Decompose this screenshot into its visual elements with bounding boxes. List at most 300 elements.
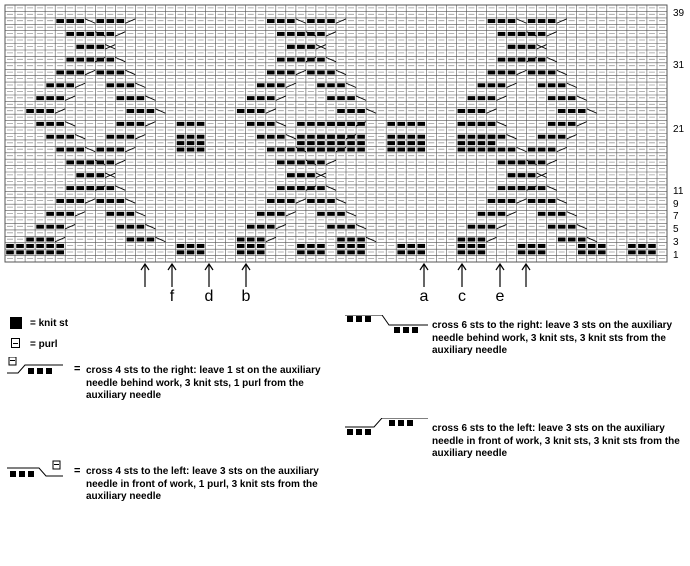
knit-cell <box>117 83 125 87</box>
knit-cell <box>357 122 365 126</box>
knit-cell <box>307 173 315 177</box>
knit-cell <box>357 135 365 139</box>
knit-cell <box>347 250 355 254</box>
knit-cell <box>297 173 305 177</box>
knit-cell <box>56 83 64 87</box>
knit-cell <box>46 212 54 216</box>
knit-cell <box>548 70 556 74</box>
knit-cell <box>357 148 365 152</box>
knit-cell <box>538 19 546 23</box>
knit-cell <box>498 135 506 139</box>
knit-cell <box>66 186 74 190</box>
row-number-9: 9 <box>673 199 679 210</box>
knit-cell <box>96 58 104 62</box>
knit-cell <box>66 135 74 139</box>
knit-cell <box>127 135 135 139</box>
knit-cell <box>187 244 195 248</box>
knit-cell <box>548 19 556 23</box>
knit-cell <box>277 83 285 87</box>
knit-cell <box>578 250 586 254</box>
knit-cell <box>357 141 365 145</box>
knit-cell <box>518 186 526 190</box>
knit-cell <box>307 19 315 23</box>
knit-cell <box>558 225 566 229</box>
knit-cell <box>528 173 536 177</box>
knit-cell <box>297 122 305 126</box>
knit-cell <box>337 238 345 242</box>
knit-cell <box>46 250 54 254</box>
knit-cell <box>478 96 486 100</box>
knit-cell <box>107 186 115 190</box>
knit-cell <box>347 109 355 113</box>
knit-cell <box>96 199 104 203</box>
knit-cell <box>187 122 195 126</box>
knit-cell <box>508 160 516 164</box>
knit-cell <box>297 244 305 248</box>
knit-cell <box>327 148 335 152</box>
knit-cell <box>247 225 255 229</box>
knit-cell <box>417 250 425 254</box>
purl-stitch-icon <box>11 338 20 348</box>
knit-cell <box>488 148 496 152</box>
knit-cell <box>257 109 265 113</box>
knit-cell <box>96 148 104 152</box>
knit-cell <box>538 212 546 216</box>
knit-cell <box>307 199 315 203</box>
knit-cell <box>337 141 345 145</box>
knit-cell <box>478 141 486 145</box>
knit-cell <box>307 122 315 126</box>
knit-cell <box>66 199 74 203</box>
knit-cell <box>548 83 556 87</box>
knit-cell <box>347 122 355 126</box>
knit-cell <box>267 225 275 229</box>
knit-cell <box>117 225 125 229</box>
knit-cell <box>36 109 44 113</box>
knit-cell <box>46 135 54 139</box>
knit-cell <box>478 238 486 242</box>
knit-cell <box>528 148 536 152</box>
knit-stitch-icon <box>10 317 22 329</box>
knit-cell <box>478 212 486 216</box>
knit-cell <box>528 199 536 203</box>
knit-cell <box>287 148 295 152</box>
knit-cell <box>36 238 44 242</box>
knit-cell <box>337 96 345 100</box>
knit-cell <box>508 45 516 49</box>
knit-cell <box>468 122 476 126</box>
knit-cell <box>277 58 285 62</box>
knit-cell <box>257 96 265 100</box>
knit-cell <box>127 212 135 216</box>
knit-cell <box>187 135 195 139</box>
knit-cell <box>267 70 275 74</box>
knit-cell <box>107 70 115 74</box>
knit-cell <box>347 148 355 152</box>
knit-cell <box>197 244 205 248</box>
knit-cell <box>598 250 606 254</box>
knit-cell <box>478 122 486 126</box>
knit-cell <box>407 244 415 248</box>
knit-cell <box>387 122 395 126</box>
knit-cell <box>458 141 466 145</box>
knit-cell <box>297 58 305 62</box>
knit-cell <box>518 45 526 49</box>
knit-cell <box>177 122 185 126</box>
row-number-3: 3 <box>673 237 679 248</box>
knit-cell <box>187 148 195 152</box>
knit-cell <box>86 45 94 49</box>
knit-cell <box>307 250 315 254</box>
knit-cell <box>528 19 536 23</box>
knit-cell <box>307 148 315 152</box>
knit-cell <box>538 70 546 74</box>
knit-cell <box>317 83 325 87</box>
knit-cell <box>407 148 415 152</box>
knit-cell <box>307 58 315 62</box>
knit-cell <box>488 83 496 87</box>
knit-cell <box>277 199 285 203</box>
knit-cell <box>267 212 275 216</box>
knit-cell <box>468 238 476 242</box>
knit-cell <box>257 244 265 248</box>
knit-cell <box>307 135 315 139</box>
knit-cell <box>127 122 135 126</box>
knit-cell <box>548 225 556 229</box>
legend-knit-label: = knit st <box>30 318 69 329</box>
knit-cell <box>568 96 576 100</box>
knit-cell <box>488 135 496 139</box>
knit-cell <box>297 186 305 190</box>
row-number-39: 39 <box>673 8 685 19</box>
knit-cell <box>498 160 506 164</box>
knit-cell <box>76 70 84 74</box>
knit-cell <box>96 19 104 23</box>
knit-cell <box>66 70 74 74</box>
knit-cell <box>478 83 486 87</box>
knit-cell <box>407 250 415 254</box>
knit-cell <box>458 109 466 113</box>
knit-cell <box>347 96 355 100</box>
knit-cell <box>528 244 536 248</box>
knit-cell <box>287 32 295 36</box>
knit-cell <box>397 141 405 145</box>
knit-cell <box>267 83 275 87</box>
knit-cell <box>498 70 506 74</box>
knit-cell <box>538 244 546 248</box>
knit-cell <box>46 96 54 100</box>
knit-cell <box>117 135 125 139</box>
knit-cell <box>558 135 566 139</box>
knit-cell <box>307 186 315 190</box>
knit-cell <box>498 186 506 190</box>
knit-cell <box>528 186 536 190</box>
knit-cell <box>76 45 84 49</box>
cross-6-left-icon <box>344 418 430 436</box>
knit-cell <box>478 148 486 152</box>
knit-cell <box>397 148 405 152</box>
knit-cell <box>107 32 115 36</box>
knit-cell <box>337 109 345 113</box>
knit-cell <box>538 58 546 62</box>
knit-cell <box>327 96 335 100</box>
knit-cell <box>518 250 526 254</box>
knit-cell <box>277 212 285 216</box>
knit-cell <box>247 96 255 100</box>
legend-equals-cross4-right: = <box>74 363 81 375</box>
knit-cell <box>478 109 486 113</box>
knit-cell <box>117 19 125 23</box>
knit-cell <box>518 32 526 36</box>
knit-cell <box>638 250 646 254</box>
knit-cell <box>257 122 265 126</box>
knit-cell <box>76 32 84 36</box>
knit-cell <box>417 141 425 145</box>
knit-cell <box>568 238 576 242</box>
knit-cell <box>46 225 54 229</box>
knit-cell <box>36 250 44 254</box>
knit-cell <box>397 244 405 248</box>
knit-cell <box>46 244 54 248</box>
knit-cell <box>458 148 466 152</box>
knit-cell <box>297 250 305 254</box>
knit-cell <box>327 212 335 216</box>
knit-cell <box>317 186 325 190</box>
knit-cell <box>488 96 496 100</box>
row-number-5: 5 <box>673 224 679 235</box>
knit-cell <box>518 244 526 248</box>
knit-cell <box>357 109 365 113</box>
knit-cell <box>66 32 74 36</box>
knit-cell <box>337 135 345 139</box>
knit-cell <box>347 244 355 248</box>
knit-cell <box>137 96 145 100</box>
knit-cell <box>458 250 466 254</box>
knit-cell <box>267 96 275 100</box>
knit-cell <box>36 96 44 100</box>
knit-cell <box>317 135 325 139</box>
knit-cell <box>36 244 44 248</box>
knit-cell <box>247 122 255 126</box>
knit-cell <box>578 244 586 248</box>
knit-cell <box>277 186 285 190</box>
knit-cell <box>237 244 245 248</box>
knit-cell <box>96 45 104 49</box>
knit-cell <box>478 250 486 254</box>
knit-cell <box>468 148 476 152</box>
knit-cell <box>76 173 84 177</box>
knit-cell <box>257 212 265 216</box>
knit-cell <box>558 96 566 100</box>
knit-cell <box>177 250 185 254</box>
knit-cell <box>518 173 526 177</box>
knit-cell <box>588 250 596 254</box>
knit-cell <box>538 160 546 164</box>
knit-cell <box>538 199 546 203</box>
knit-cell <box>317 122 325 126</box>
knit-cell <box>46 122 54 126</box>
cross-4-right-icon <box>5 357 67 377</box>
knit-cell <box>237 238 245 242</box>
knit-cell <box>337 225 345 229</box>
knit-cell <box>397 250 405 254</box>
knit-cell <box>468 225 476 229</box>
knit-cell <box>96 186 104 190</box>
knit-cell <box>117 148 125 152</box>
knit-cell <box>287 173 295 177</box>
knit-cell <box>598 244 606 248</box>
knit-cell <box>56 135 64 139</box>
cross-4-left-icon <box>5 460 67 480</box>
knit-cell <box>397 122 405 126</box>
knit-cell <box>177 148 185 152</box>
knit-cell <box>257 250 265 254</box>
knit-cell <box>498 32 506 36</box>
knit-cell <box>498 58 506 62</box>
knit-cell <box>297 135 305 139</box>
knit-cell <box>478 225 486 229</box>
knit-cell <box>287 45 295 49</box>
knit-cell <box>107 19 115 23</box>
knit-cell <box>518 160 526 164</box>
knit-cell <box>26 238 34 242</box>
knit-cell <box>458 244 466 248</box>
knit-cell <box>538 186 546 190</box>
knit-cell <box>56 199 64 203</box>
knit-cell <box>327 19 335 23</box>
knit-cell <box>197 148 205 152</box>
arrow-label-f: f <box>169 288 175 305</box>
knit-cell <box>26 244 34 248</box>
knit-cell <box>638 244 646 248</box>
legend-cross4-right-text: cross 4 sts to the right: leave 1 st on the auxiliary needle behind work, 3 knit sts, 1 purl from the auxiliary needle <box>86 365 321 401</box>
knit-cell <box>458 135 466 139</box>
knit-cell <box>187 250 195 254</box>
knit-cell <box>137 122 145 126</box>
knit-cell <box>628 250 636 254</box>
knit-cell <box>508 19 516 23</box>
knit-cell <box>56 244 64 248</box>
knit-cell <box>468 141 476 145</box>
knit-cell <box>538 83 546 87</box>
knit-cell <box>317 141 325 145</box>
knit-cell <box>86 160 94 164</box>
knit-cell <box>26 109 34 113</box>
knit-cell <box>277 148 285 152</box>
knit-cell <box>407 122 415 126</box>
knit-cell <box>66 160 74 164</box>
knit-cell <box>76 199 84 203</box>
knit-cell <box>317 244 325 248</box>
knit-cell <box>287 58 295 62</box>
knit-cell <box>267 19 275 23</box>
knit-cell <box>56 122 64 126</box>
knit-cell <box>287 70 295 74</box>
knit-cell <box>6 250 14 254</box>
knit-cell <box>387 148 395 152</box>
knit-cell <box>76 19 84 23</box>
knit-cell <box>56 212 64 216</box>
knit-cell <box>347 135 355 139</box>
knit-cell <box>127 109 135 113</box>
knit-cell <box>508 70 516 74</box>
knit-cell <box>488 225 496 229</box>
row-number-1: 1 <box>673 250 679 261</box>
knit-cell <box>498 199 506 203</box>
knit-cell <box>56 250 64 254</box>
knit-cell <box>508 186 516 190</box>
knit-cell <box>548 212 556 216</box>
knit-cell <box>337 244 345 248</box>
knit-cell <box>458 122 466 126</box>
knit-cell <box>177 244 185 248</box>
knit-cell <box>558 238 566 242</box>
legend-equals-cross4-left: = <box>74 465 81 477</box>
knit-cell <box>297 45 305 49</box>
knit-cell <box>397 135 405 139</box>
knit-cell <box>46 83 54 87</box>
knit-cell <box>488 70 496 74</box>
row-number-7: 7 <box>673 211 679 222</box>
knit-cell <box>558 109 566 113</box>
knit-cell <box>107 83 115 87</box>
knit-cell <box>588 244 596 248</box>
knit-cell <box>327 122 335 126</box>
knit-cell <box>508 58 516 62</box>
knit-cell <box>197 122 205 126</box>
knit-cell <box>257 135 265 139</box>
knit-cell <box>36 122 44 126</box>
knit-cell <box>648 244 656 248</box>
knit-cell <box>147 109 155 113</box>
knit-cell <box>317 70 325 74</box>
knit-cell <box>578 238 586 242</box>
knit-cell <box>347 238 355 242</box>
knit-cell <box>297 160 305 164</box>
knit-cell <box>528 250 536 254</box>
knit-cell <box>568 122 576 126</box>
knit-cell <box>56 19 64 23</box>
knit-cell <box>538 250 546 254</box>
knit-cell <box>508 32 516 36</box>
knit-cell <box>478 135 486 139</box>
knit-cell <box>137 225 145 229</box>
knit-cell <box>66 212 74 216</box>
knit-cell <box>568 109 576 113</box>
knit-cell <box>267 122 275 126</box>
arrow-label-b: b <box>241 288 251 305</box>
knit-cell <box>107 212 115 216</box>
knit-cell <box>307 70 315 74</box>
knit-cell <box>558 212 566 216</box>
legend-cross4-left-text: cross 4 sts to the left: leave 3 sts on the auxiliary needle in front of work, 1 purl, 3 knit sts from the auxiliary needle <box>86 466 319 502</box>
knit-cell <box>317 160 325 164</box>
knit-cell <box>117 199 125 203</box>
knit-cell <box>648 250 656 254</box>
knit-cell <box>56 148 64 152</box>
knit-cell <box>16 244 24 248</box>
knit-cell <box>46 238 54 242</box>
knit-cell <box>127 96 135 100</box>
knit-cell <box>137 109 145 113</box>
knit-cell <box>267 148 275 152</box>
knit-cell <box>257 225 265 229</box>
knit-cell <box>117 96 125 100</box>
knit-cell <box>297 141 305 145</box>
chart-grid <box>5 5 667 262</box>
knit-cell <box>337 148 345 152</box>
knit-cell <box>488 122 496 126</box>
